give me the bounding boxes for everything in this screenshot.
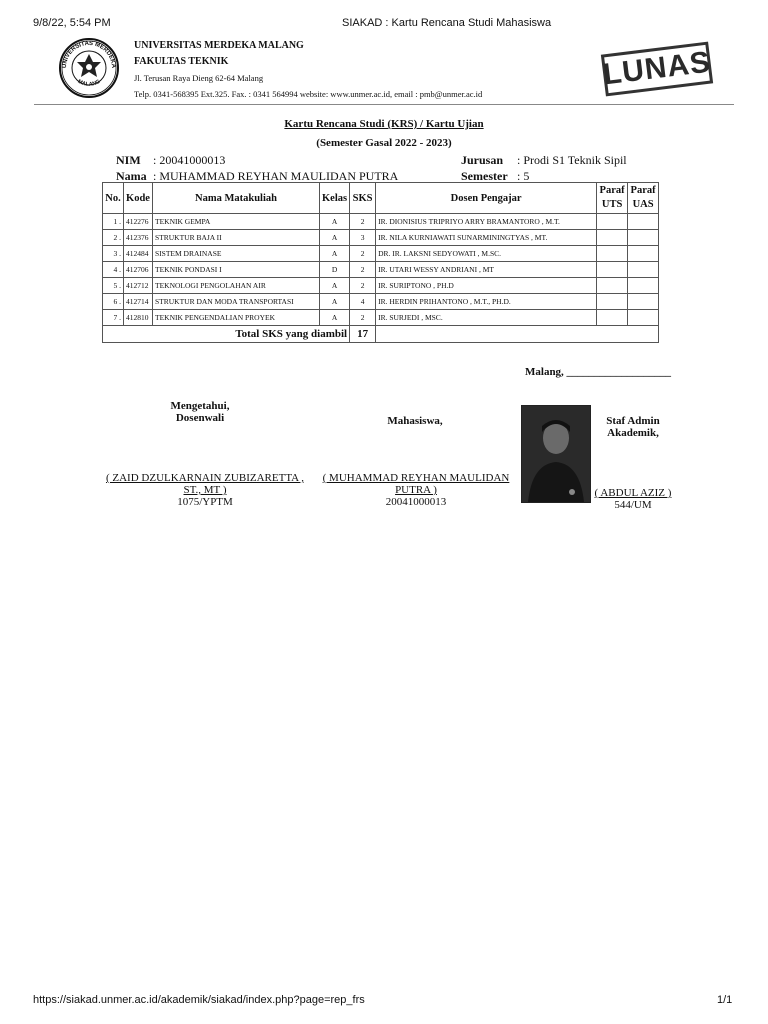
cell-paraf <box>628 230 659 246</box>
table-row <box>103 310 659 326</box>
cell-paraf <box>628 294 659 310</box>
cell-dosen: IR. NILA KURNIAWATI SUNARMININGTYAS , MT. <box>376 230 597 246</box>
table-row <box>103 246 659 262</box>
place-date: Malang, ___________________ <box>525 366 672 378</box>
header-divider <box>34 104 734 105</box>
svg-text:UNIVERSITAS MERDEKA: UNIVERSITAS MERDEKA <box>61 40 117 69</box>
cell-no: 5 . <box>103 278 124 294</box>
semester-title: (Semester Gasal 2022 - 2023) <box>316 137 452 149</box>
svg-text:MALANG: MALANG <box>76 78 102 88</box>
cell-kode: 412810 <box>124 310 153 326</box>
institution-block <box>134 38 482 102</box>
cell-dosen: DR. IR. LAKSNI SEDYOWATI , M.SC. <box>376 246 597 262</box>
cell-kelas: A <box>320 246 350 262</box>
nim-value: : 20041000013 <box>153 153 226 167</box>
cell-paraf <box>597 294 628 310</box>
table-row <box>103 278 659 294</box>
admin-id: 544/UM <box>614 499 652 511</box>
col-paraf-uts: Paraf UTS <box>597 183 628 214</box>
nama-label: Nama <box>116 169 147 183</box>
cell-dosen: IR. SURIPTONO , PH.D <box>376 278 597 294</box>
cell-kode: 412706 <box>124 262 153 278</box>
table-row <box>103 214 659 230</box>
cell-kode: 412276 <box>124 214 153 230</box>
jurusan-label: Jurusan <box>461 153 504 167</box>
print-datetime: 9/8/22, 5:54 PM <box>33 17 111 29</box>
cell-kelas: A <box>320 278 350 294</box>
cell-paraf <box>597 262 628 278</box>
cell-no: 4 . <box>103 262 124 278</box>
mahasiswa-name: ( MUHAMMAD REYHAN MAULIDAN PUTRA ) 20041000013 <box>316 472 516 508</box>
university-logo <box>56 38 122 98</box>
col-sks: SKS <box>350 183 376 214</box>
mahasiswa-id: 20041000013 <box>385 496 447 508</box>
cell-paraf <box>597 310 628 326</box>
dosenwali-name: ( ZAID DZULKARNAIN ZUBIZARETTA , ST., MT ) 1075/YPTM <box>95 472 315 508</box>
cell-nama: SISTEM DRAINASE <box>153 246 320 262</box>
cell-sks: 2 <box>350 246 376 262</box>
cell-kelas: A <box>320 310 350 326</box>
nim-label: NIM <box>116 153 141 167</box>
cell-nama: TEKNOLOGI PENGOLAHAN AIR <box>153 278 320 294</box>
cell-paraf <box>628 310 659 326</box>
cell-kelas: A <box>320 230 350 246</box>
table-row <box>103 230 659 246</box>
contact: Telp. 0341-568395 Ext.325. Fax. : 0341 564994 website: www.unmer.ac.id, email : pmb@unmer.ac.id <box>134 89 483 99</box>
cell-paraf <box>628 278 659 294</box>
cell-kode: 412484 <box>124 246 153 262</box>
cell-sks: 2 <box>350 262 376 278</box>
col-kode: Kode <box>124 183 153 214</box>
cell-paraf <box>597 246 628 262</box>
student-photo <box>521 405 591 503</box>
print-page: 1/1 <box>717 994 733 1006</box>
address: Jl. Terusan Raya Dieng 62-64 Malang <box>134 73 264 83</box>
col-nama: Nama Matakuliah <box>153 183 320 214</box>
cell-paraf <box>597 230 628 246</box>
paid-stamp: LUNAS <box>601 42 713 97</box>
semester-value: : 5 <box>517 169 530 183</box>
cell-kelas: A <box>320 214 350 230</box>
admin-name: ( ABDUL AZIZ ) 544/UM <box>588 487 678 511</box>
cell-paraf <box>628 262 659 278</box>
cell-dosen: IR. HERDIN PRIHANTONO , M.T., PH.D. <box>376 294 597 310</box>
cell-paraf <box>597 278 628 294</box>
cell-kode: 412714 <box>124 294 153 310</box>
print-title: SIAKAD : Kartu Rencana Studi Mahasiswa <box>342 17 552 29</box>
col-kelas: Kelas <box>320 183 350 214</box>
cell-sks: 4 <box>350 294 376 310</box>
col-dosen: Dosen Pengajar <box>376 183 597 214</box>
table-header-row <box>103 183 659 214</box>
mahasiswa-label: Mahasiswa, <box>387 415 443 427</box>
cell-nama: STRUKTUR DAN MODA TRANSPORTASI <box>153 294 320 310</box>
dosenwali-label: Mengetahui, Dosenwali <box>170 400 230 424</box>
cell-no: 6 . <box>103 294 124 310</box>
krs-table <box>102 182 659 343</box>
faculty-name: FAKULTAS TEKNIK <box>134 56 229 67</box>
cell-nama: TEKNIK PONDASI I <box>153 262 320 278</box>
cell-sks: 3 <box>350 230 376 246</box>
cell-nama: TEKNIK GEMPA <box>153 214 320 230</box>
cell-paraf <box>628 246 659 262</box>
cell-paraf <box>597 214 628 230</box>
total-row <box>103 326 659 343</box>
cell-no: 1 . <box>103 214 124 230</box>
cell-no: 2 . <box>103 230 124 246</box>
print-url: https://siakad.unmer.ac.id/akademik/siakad/index.php?page=rep_frs <box>33 994 365 1006</box>
nama-value: : MUHAMMAD REYHAN MAULIDAN PUTRA <box>153 169 399 183</box>
table-row <box>103 262 659 278</box>
cell-nama: TEKNIK PENGENDALIAN PROYEK <box>153 310 320 326</box>
jurusan-value: : Prodi S1 Teknik Sipil <box>517 153 627 167</box>
cell-kode: 412376 <box>124 230 153 246</box>
cell-dosen: IR. DIONISIUS TRIPRIYO ARRY BRAMANTORO , M.T. <box>376 214 597 230</box>
cell-kelas: A <box>320 294 350 310</box>
cell-no: 7 . <box>103 310 124 326</box>
col-paraf-uas: Paraf UAS <box>628 183 659 214</box>
cell-dosen: IR. SURJEDI , MSC. <box>376 310 597 326</box>
university-name: UNIVERSITAS MERDEKA MALANG <box>134 40 304 51</box>
semester-label: Semester <box>461 169 508 183</box>
document-title: Kartu Rencana Studi (KRS) / Kartu Ujian <box>284 118 484 130</box>
total-value: 17 <box>350 326 376 343</box>
cell-sks: 2 <box>350 214 376 230</box>
total-label: Total SKS yang diambil <box>103 326 350 343</box>
col-no: No. <box>103 183 124 214</box>
dosenwali-id: 1075/YPTM <box>177 496 233 508</box>
cell-dosen: IR. UTARI WESSY ANDRIANI , MT <box>376 262 597 278</box>
cell-paraf <box>628 214 659 230</box>
cell-sks: 2 <box>350 278 376 294</box>
cell-nama: STRUKTUR BAJA II <box>153 230 320 246</box>
table-row <box>103 294 659 310</box>
cell-no: 3 . <box>103 246 124 262</box>
cell-kode: 412712 <box>124 278 153 294</box>
cell-kelas: D <box>320 262 350 278</box>
cell-sks: 2 <box>350 310 376 326</box>
admin-label: Staf Admin Akademik, <box>606 415 660 439</box>
